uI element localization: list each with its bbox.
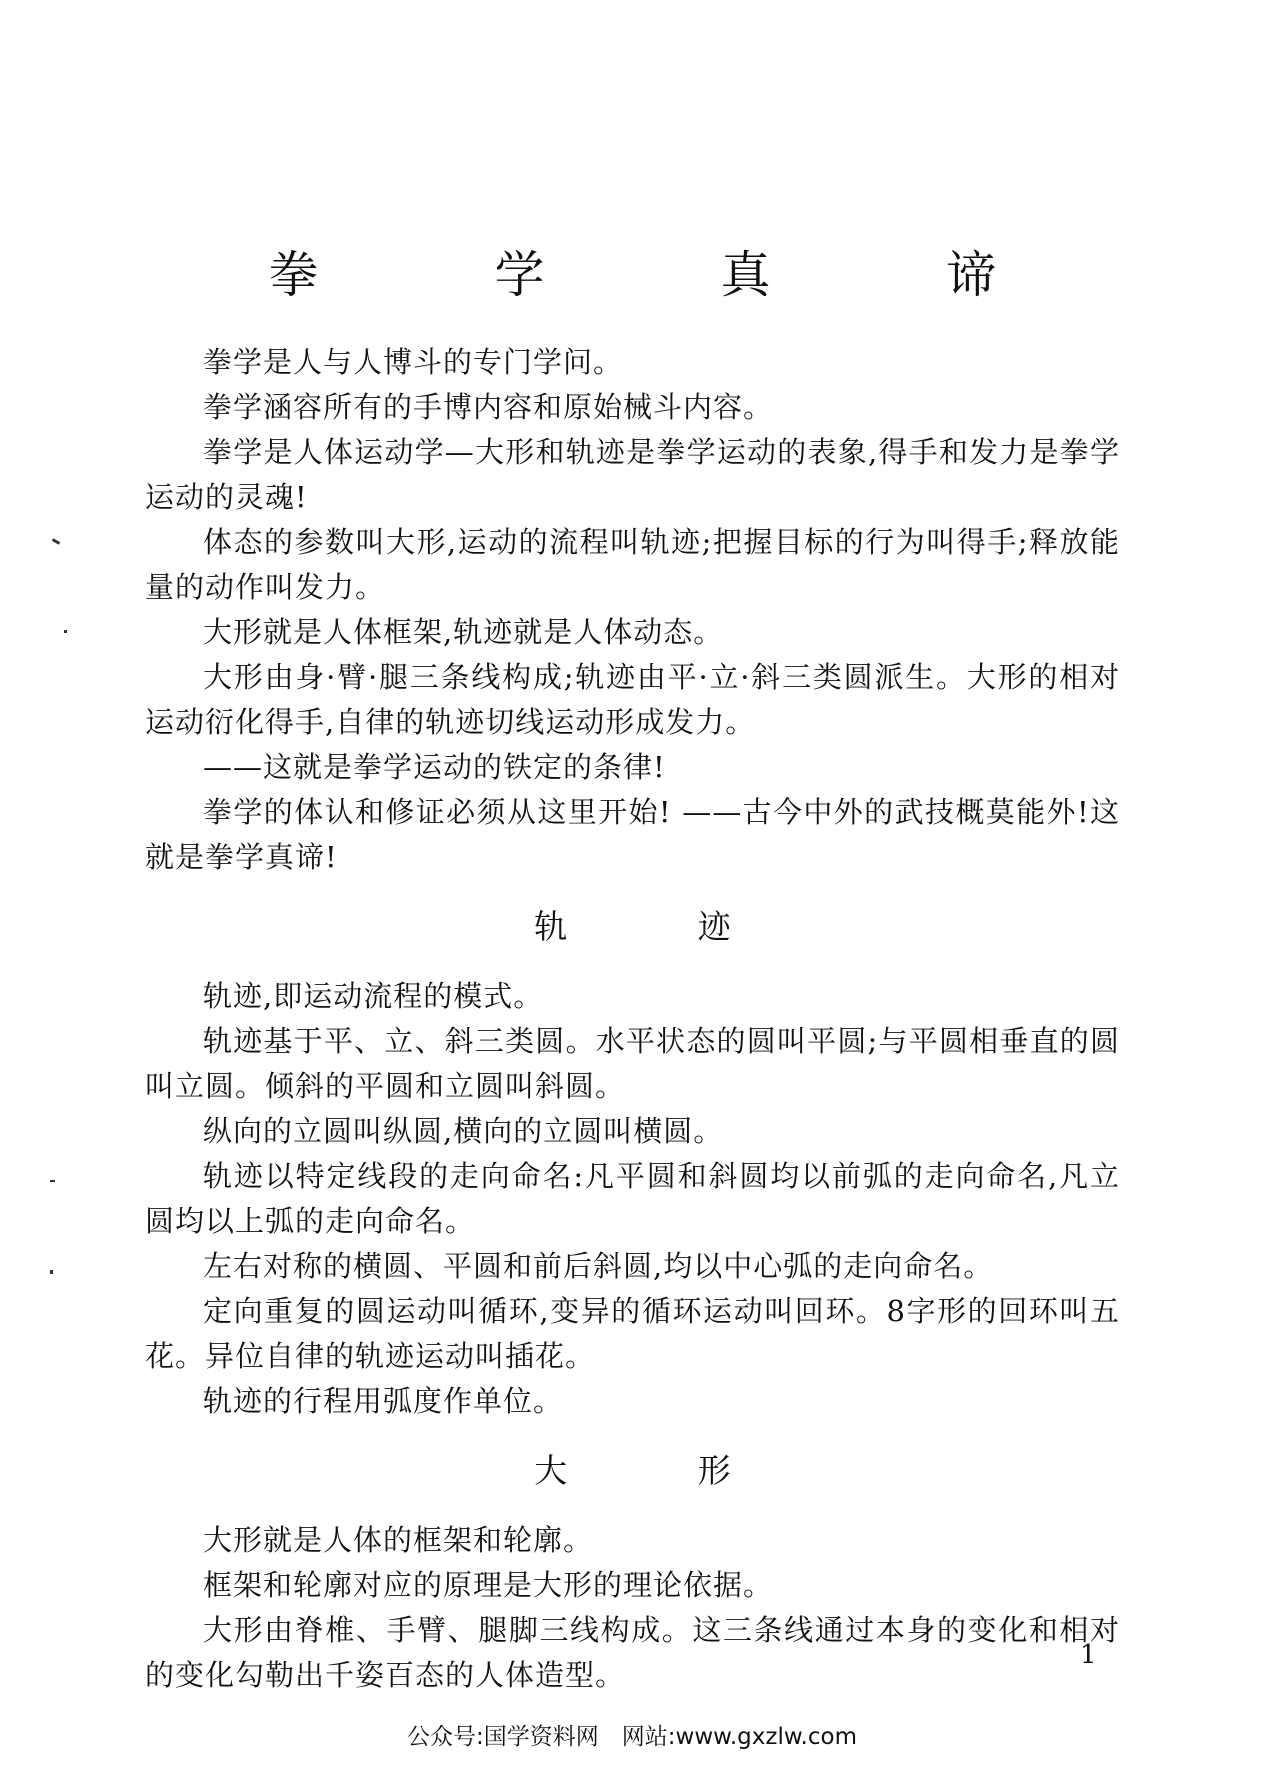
scan-speck xyxy=(52,538,60,545)
form-section xyxy=(145,1518,1120,1698)
section-title-trajectory: 轨 迹 xyxy=(534,907,791,946)
paragraph: 框架和轮廓对应的原理是大形的理论依据。 xyxy=(203,1568,774,1602)
paragraph: 拳学涵容所有的手博内容和原始械斗内容。 xyxy=(203,390,774,424)
page-content xyxy=(145,240,1120,1698)
paragraph: 体态的参数叫大形,运动的流程叫轨迹;把握目标的行为叫得手;释放能量的动作叫发力。 xyxy=(145,525,1120,604)
paragraph: 轨迹,即运动流程的模式。 xyxy=(203,979,544,1013)
paragraph: 大形由脊椎、手臂、腿脚三线构成。这三条线通过本身的变化和相对的变化勾勒出千姿百态的人体造型。 xyxy=(145,1613,1120,1692)
page-title: 拳 学 真 谛 xyxy=(268,246,1077,304)
paragraph: 定向重复的圆运动叫循环,变异的循环运动叫回环。8字形的回环叫五花。异位自律的轨迹运动叫插花。 xyxy=(145,1294,1120,1373)
paragraph: ——这就是拳学运动的铁定的条律! xyxy=(203,750,666,784)
section-title-form: 大 形 xyxy=(534,1451,791,1490)
paragraph: 轨迹以特定线段的走向命名:凡平圆和斜圆均以前弧的走向命名,凡立圆均以上弧的走向命名。 xyxy=(145,1159,1120,1238)
paragraph: 大形就是人体的框架和轮廓。 xyxy=(203,1523,594,1557)
paragraph: 拳学是人与人博斗的专门学问。 xyxy=(203,345,624,379)
paragraph: 纵向的立圆叫纵圆,横向的立圆叫横圆。 xyxy=(203,1114,724,1148)
scan-speck xyxy=(50,1180,55,1182)
paragraph: 轨迹基于平、立、斜三类圆。水平状态的圆叫平圆;与平圆相垂直的圆叫立圆。倾斜的平圆和立圆叫斜圆。 xyxy=(145,1024,1120,1103)
paragraph: 大形就是人体框架,轨迹就是人体动态。 xyxy=(203,615,724,649)
paragraph: 拳学是人体运动学—大形和轨迹是拳学运动的表象,得手和发力是拳学运动的灵魂! xyxy=(145,435,1120,514)
paragraph: 大形由身·臂·腿三条线构成;轨迹由平·立·斜三类圆派生。大形的相对运动衍化得手,自律的轨迹切线运动形成发力。 xyxy=(145,660,1120,739)
scan-speck xyxy=(50,1270,53,1274)
page-number: 1 xyxy=(1080,1640,1097,1670)
paragraph: 左右对称的横圆、平圆和前后斜圆,均以中心弧的走向命名。 xyxy=(203,1249,994,1283)
intro-section xyxy=(145,340,1120,880)
trajectory-section xyxy=(145,974,1120,1424)
paragraph: 拳学的体认和修证必须从这里开始! ——古今中外的武技概莫能外!这就是拳学真谛! xyxy=(145,795,1120,874)
paragraph: 轨迹的行程用弧度作单位。 xyxy=(203,1384,564,1418)
scan-speck xyxy=(64,630,67,633)
footer-watermark: 公众号:国学资料网 网站:www.gxzlw.com xyxy=(407,1724,857,1750)
